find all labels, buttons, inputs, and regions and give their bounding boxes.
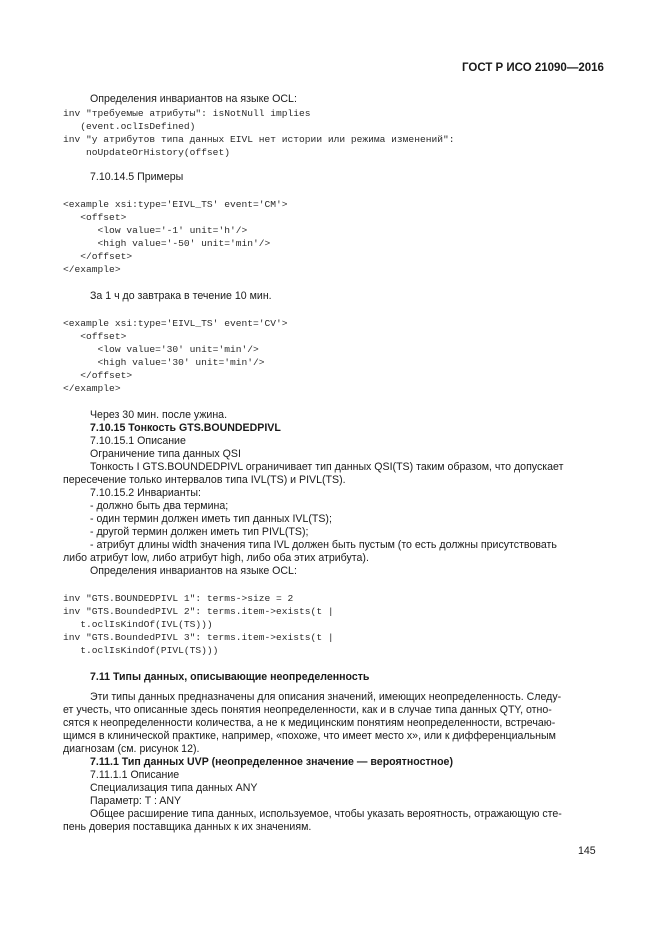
list-item-continuation: либо атрибут low, либо атрибут high, либо оба этих атрибута). xyxy=(63,552,369,564)
paragraph-line: Специализация типа данных ANY xyxy=(90,782,258,794)
code-line: inv "GTS.BoundedPIVL 3": terms.item->exists(t | xyxy=(63,632,334,643)
paragraph-line: Через 30 мин. после ужина. xyxy=(90,409,228,421)
code-line: <example xsi:type='EIVL_TS' event='CV'> xyxy=(63,318,288,329)
code-line: <offset> xyxy=(63,331,127,342)
code-line: </example> xyxy=(63,383,121,394)
paragraph-line: пересечение только интервалов типа IVL(TS) и PIVL(TS). xyxy=(63,474,346,486)
code-line: </offset> xyxy=(63,251,133,262)
subsection-heading: 7.10.15.2 Инварианты: xyxy=(90,487,201,499)
code-line: noUpdateOrHistory(offset) xyxy=(63,147,230,158)
paragraph-line: сятся к неопределенности количества, а не к медицинским понятиям неопределенности, встречаю- xyxy=(63,717,556,729)
paragraph-line: Ограничение типа данных QSI xyxy=(90,448,241,460)
code-line: <offset> xyxy=(63,212,127,223)
paragraph-line: Эти типы данных предназначены для описания значений, имеющих неопределенность. Следу- xyxy=(90,691,562,703)
code-line: t.oclIsKindOf(PIVL(TS))) xyxy=(63,645,219,656)
section-heading: 7.11.1 Тип данных UVP (неопределенное значение — вероятностное) xyxy=(90,756,453,768)
section-heading: 7.11 Типы данных, описывающие неопределенность xyxy=(90,671,370,683)
code-line: inv "GTS.BOUNDEDPIVL 1": terms->size = 2 xyxy=(63,593,294,604)
paragraph-line: щимся в клинической практике, например, «похоже, что имеет место x», или к дифференциальным xyxy=(63,730,556,742)
paragraph-line: Тонкость I GTS.BOUNDEDPIVL ограничивает тип данных QSI(TS) таким образом, что допускает xyxy=(90,461,564,473)
list-item: - другой термин должен иметь тип PIVL(TS); xyxy=(90,526,309,538)
code-line: t.oclIsKindOf(IVL(TS))) xyxy=(63,619,213,630)
paragraph-line: диагнозам (см. рисунок 12). xyxy=(63,743,200,755)
subsection-heading: 7.11.1.1 Описание xyxy=(90,769,180,781)
code-line: inv "GTS.BoundedPIVL 2": terms.item->exists(t | xyxy=(63,606,334,617)
standard-header: ГОСТ Р ИСО 21090—2016 xyxy=(462,62,604,74)
paragraph-line: Общее расширение типа данных, используемое, чтобы указать вероятность, отражающую сте- xyxy=(90,808,562,820)
paragraph-line: пень доверия поставщика данных к их значениям. xyxy=(63,821,312,833)
code-line: <low value='30' unit='min'/> xyxy=(63,344,259,355)
page-number: 145 xyxy=(578,845,596,857)
list-item: - атрибут длины width значения типа IVL должен быть пустым (то есть должны присутствовать xyxy=(90,539,557,551)
subsection-heading: 7.10.14.5 Примеры xyxy=(90,171,184,183)
paragraph-line: ет учесть, что описанные здесь понятия неопределенности, как и в случае типа данных QTY, отно- xyxy=(63,704,552,716)
code-line: </offset> xyxy=(63,370,133,381)
paragraph-line: Определения инвариантов на языке OCL: xyxy=(90,93,297,105)
code-line: inv "у атрибутов типа данных EIVL нет истории или режима изменений": xyxy=(63,134,455,145)
paragraph-line: Определения инвариантов на языке OCL: xyxy=(90,565,297,577)
code-line: <high value='-50' unit='min'/> xyxy=(63,238,271,249)
list-item: - должно быть два термина; xyxy=(90,500,229,512)
code-line: (event.oclIsDefined) xyxy=(63,121,196,132)
paragraph-line: За 1 ч до завтрака в течение 10 мин. xyxy=(90,290,272,302)
code-line: <low value='-1' unit='h'/> xyxy=(63,225,248,236)
code-line: inv "требуемые атрибуты": isNotNull implies xyxy=(63,108,311,119)
list-item: - один термин должен иметь тип данных IVL(TS); xyxy=(90,513,332,525)
code-line: </example> xyxy=(63,264,121,275)
code-line: <high value='30' unit='min'/> xyxy=(63,357,265,368)
section-heading: 7.10.15 Тонкость GTS.BOUNDEDPIVL xyxy=(90,422,281,434)
code-line: <example xsi:type='EIVL_TS' event='CM'> xyxy=(63,199,288,210)
subsection-heading: 7.10.15.1 Описание xyxy=(90,435,186,447)
paragraph-line: Параметр: T : ANY xyxy=(90,795,182,807)
